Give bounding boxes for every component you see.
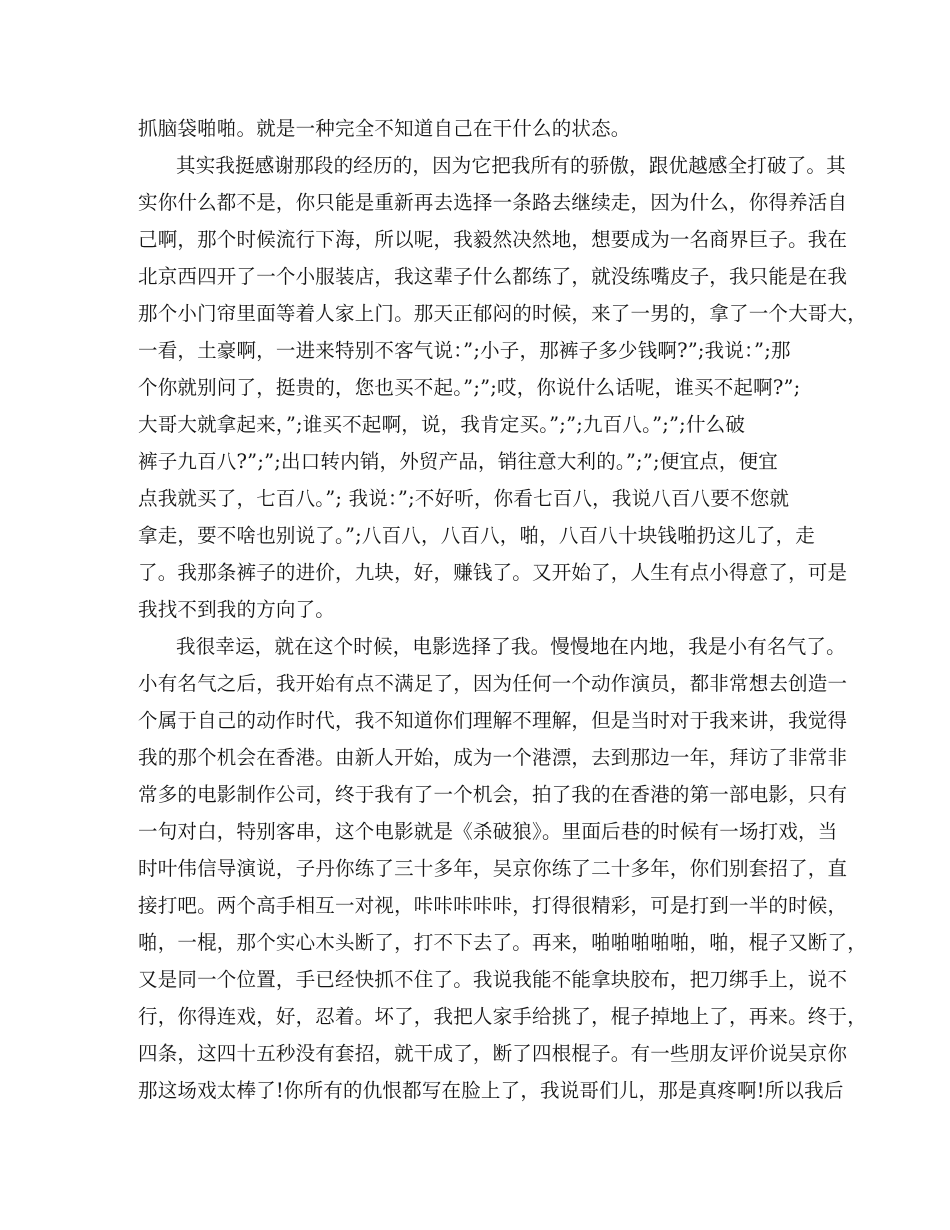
text-line: 我找不到我的方向了。 — [138, 598, 336, 621]
text-line: 常多的电影制作公司，终于我有了一个机会，拍了我的在香港的第一部电影，只有 — [138, 783, 848, 806]
text-line: 实你什么都不是，你只能是重新再去选择一条路去继续走，因为什么，你得养活自 — [138, 191, 848, 214]
text-line: 拿走，要不啥也别说了。”;八百八，八百八，啪，八百八十块钱啪扔这儿了，走 — [138, 524, 815, 547]
text-line: 行，你得连戏，好，忍着。坏了，我把人家手给挑了，棍子掉地上了，再来。终于， — [138, 1005, 867, 1028]
text-line: 了。我那条裤子的进价，九块，好，赚钱了。又开始了，人生有点小得意了，可是 — [138, 561, 848, 584]
text-line: 小有名气之后，我开始有点不满足了，因为任何一个动作演员，都非常想去创造一 — [138, 672, 848, 695]
text-line: 抓脑袋啪啪。就是一种完全不知道自己在干什么的状态。 — [138, 117, 631, 140]
text-line: 我的那个机会在香港。由新人开始，成为一个港漂，去到那边一年，拜访了非常非 — [138, 746, 848, 769]
text-line: 四条，这四十五秒没有套招，就干成了，断了四根棍子。有一些朋友评价说吴京你 — [138, 1042, 848, 1065]
text-line: 我很幸运，就在这个时候，电影选择了我。慢慢地在内地，我是小有名气了。 — [176, 635, 846, 658]
text-line: 大哥大就拿起来，”;谁买不起啊，说，我肯定买。”;”;九百八。”;”;什么破 — [138, 413, 746, 436]
text-line: 接打吧。两个高手相互一对视，咔咔咔咔咔，打得很精彩，可是打到一半的时候， — [138, 894, 848, 917]
text-line: 啪，一棍，那个实心木头断了，打不下去了。再来，啪啪啪啪啪，啪，棍子又断了， — [138, 931, 867, 954]
text-line: 个属于自己的动作时代，我不知道你们理解不理解，但是当时对于我来讲，我觉得 — [138, 709, 848, 732]
text-line: 个你就别问了，挺贵的，您也买不起。”;”;哎，你说什么话呢，谁买不起啊?”; — [138, 376, 801, 399]
text-line: 时叶伟信导演说，子丹你练了三十多年，吴京你练了二十多年，你们别套招了，直 — [138, 857, 848, 880]
text-line: 一句对白，特别客串，这个电影就是《杀破狼》。里面后巷的时候有一场打戏，当 — [138, 820, 838, 843]
text-line: 一看，土豪啊，一进来特别不客气说：”;小子，那裤子多少钱啊?”;我说：”;那 — [138, 339, 791, 362]
text-line: 那这场戏太棒了!你所有的仇恨都写在脸上了，我说哥们儿，那是真疼啊!所以我后 — [138, 1079, 844, 1102]
text-line: 其实我挺感谢那段的经历的，因为它把我所有的骄傲，跟优越感全打破了。其 — [176, 154, 846, 177]
text-line: 那个小门帘里面等着人家上门。那天正郁闷的时候，来了一男的，拿了一个大哥大， — [138, 302, 867, 325]
text-line: 己啊，那个时候流行下海，所以呢，我毅然决然地，想要成为一名商界巨子。我在 — [138, 228, 848, 251]
text-line: 点我就买了，七百八。”; 我说：”;不好听，你看七百八，我说八百八要不您就 — [138, 487, 790, 510]
text-line: 北京西四开了一个小服装店，我这辈子什么都练了，就没练嘴皮子，我只能是在我 — [138, 265, 848, 288]
text-line: 裤子九百八?”;”;出口转内销，外贸产品，销往意大利的。”;”;便宜点，便宜 — [138, 450, 778, 473]
text-line: 又是同一个位置，手已经快抓不住了。我说我能不能拿块胶布，把刀绑手上，说不 — [138, 968, 848, 991]
